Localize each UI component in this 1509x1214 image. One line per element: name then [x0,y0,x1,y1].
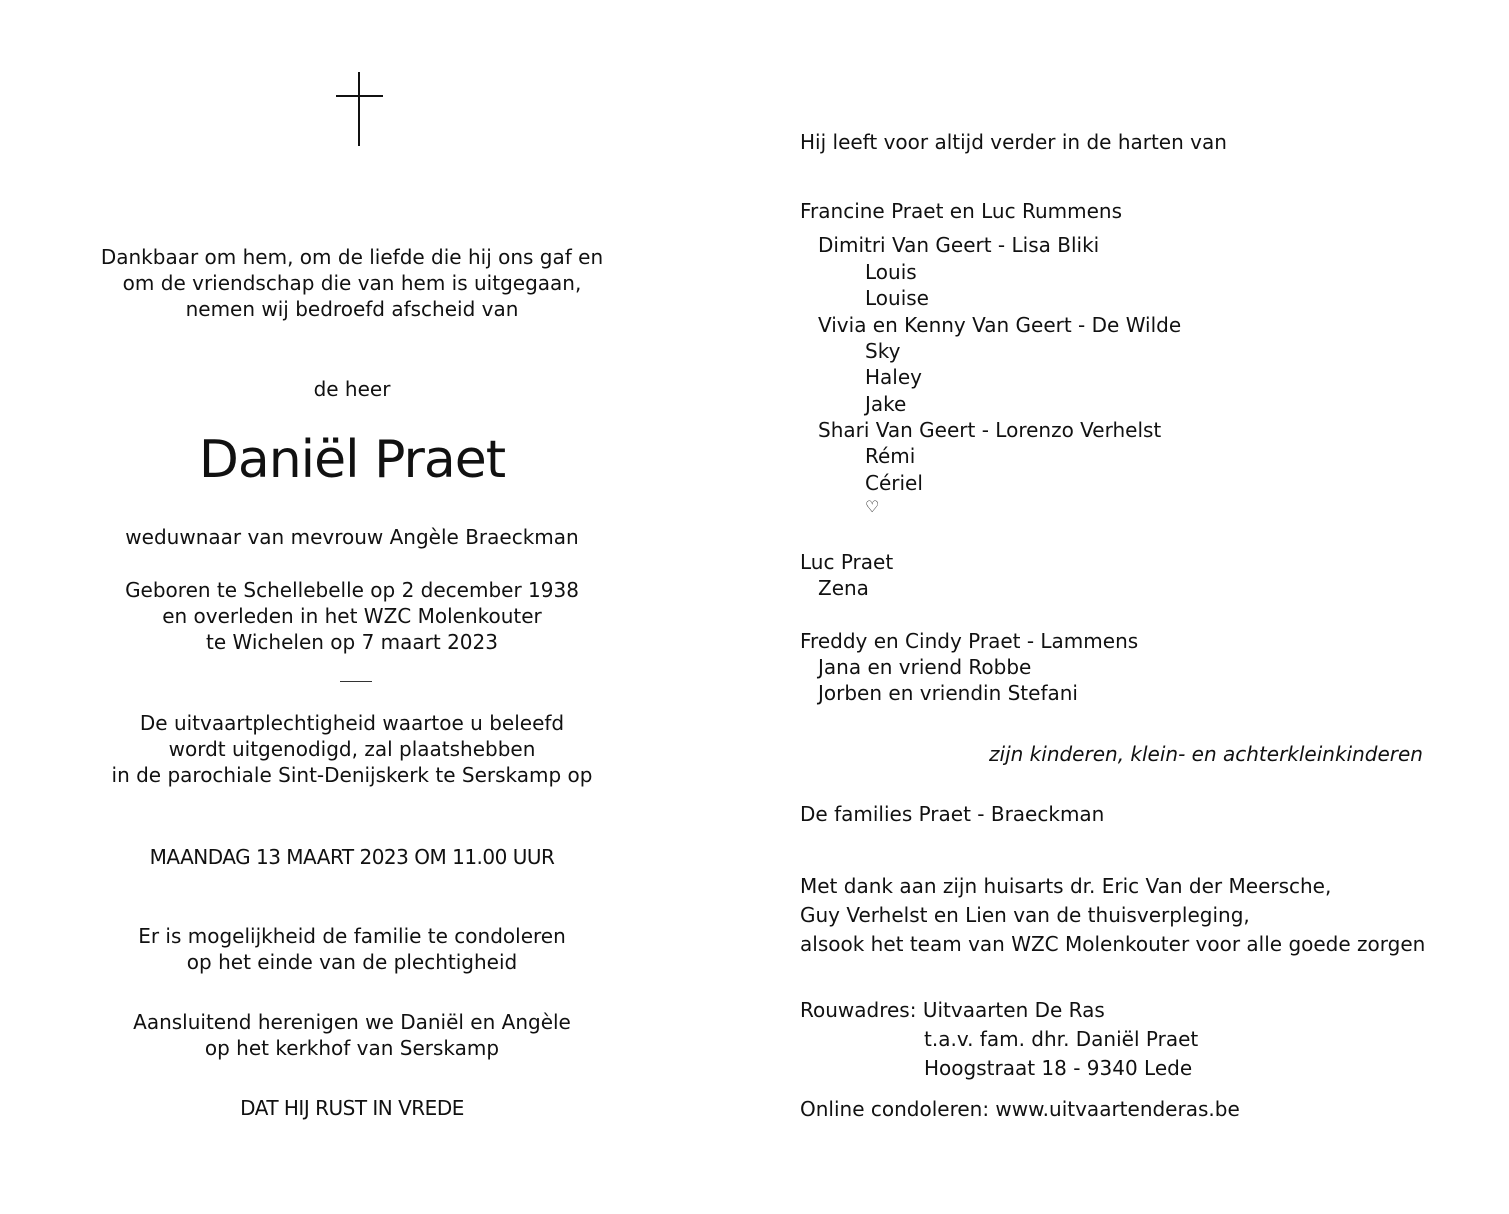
salutation: de heer [313,377,391,401]
family-line: Haley [865,365,922,389]
birth-line-3: te Wichelen op 7 maart 2023 [206,630,498,654]
family-line: Rémi [865,444,916,468]
family-line: Louise [865,286,929,310]
family-line: Shari Van Geert - Lorenzo Verhelst [818,418,1162,442]
thanks-line-2: Guy Verhelst en Lien van de thuisverpleging, [800,903,1250,927]
closing-text: DAT HIJ RUST IN VREDE [240,1096,464,1120]
condolence-line-2: op het einde van de plechtigheid [186,950,518,974]
condolence-line-1: Er is mogelijkheid de familie te condoleren [138,924,566,948]
intro-line-1: Dankbaar om hem, om de liefde die hij ons gaf en [100,245,604,269]
birth-line-2: en overleden in het WZC Molenkouter [162,604,542,628]
thanks-line-1: Met dank aan zijn huisarts dr. Eric Van der Meersche, [800,874,1332,898]
thanks-line-3: alsook het team van WZC Molenkouter voor alle goede zorgen [800,932,1426,956]
burial-line-2: op het kerkhof van Serskamp [204,1036,500,1060]
intro-line-2: om de vriendschap die van hem is uitgegaan, [122,271,582,295]
ceremony-line-1: De uitvaartplechtigheid waartoe u beleefd [139,711,565,735]
family-line: Dimitri Van Geert - Lisa Bliki [818,233,1100,257]
family-line: Luc Praet [800,550,894,574]
family-line: Jake [865,392,907,416]
family-line: Jana en vriend Robbe [818,655,1032,679]
family-line: Zena [818,576,869,600]
families-line: De families Praet - Braeckman [800,802,1105,826]
family-line: Louis [865,260,917,284]
address-line-1: Rouwadres: Uitvaarten De Ras [800,998,1105,1022]
family-line: Cériel [865,471,923,495]
deceased-name: Daniël Praet [198,430,506,490]
online-condolence: Online condoleren: www.uitvaartenderas.be [800,1097,1240,1121]
relation-caption: zijn kinderen, klein- en achterkleinkinderen [989,742,1423,766]
ceremony-date: MAANDAG 13 MAART 2023 OM 11.00 UUR [149,845,555,869]
intro-line-3: nemen wij bedroefd afscheid van [185,297,519,321]
address-line-3: Hoogstraat 18 - 9340 Lede [924,1056,1193,1080]
birth-line-1: Geboren te Schellebelle op 2 december 1938 [125,578,579,602]
family-line: Freddy en Cindy Praet - Lammens [800,629,1139,653]
right-intro: Hij leeft voor altijd verder in de harten van [800,130,1227,154]
address-line-2: t.a.v. fam. dhr. Daniël Praet [924,1027,1199,1051]
heart-icon: ♡ [865,497,880,516]
family-line: Jorben en vriendin Stefani [818,681,1078,705]
divider [340,681,372,682]
widower-line: weduwnaar van mevrouw Angèle Braeckman [125,525,579,549]
family-line: Sky [865,339,901,363]
ceremony-line-2: wordt uitgenodigd, zal plaatshebben [168,737,536,761]
ceremony-line-3: in de parochiale Sint-Denijskerk te Serskamp op [111,763,593,787]
family-line: Vivia en Kenny Van Geert - De Wilde [818,313,1182,337]
family-line: Francine Praet en Luc Rummens [800,199,1122,223]
burial-line-1: Aansluitend herenigen we Daniël en Angèle [133,1010,571,1034]
